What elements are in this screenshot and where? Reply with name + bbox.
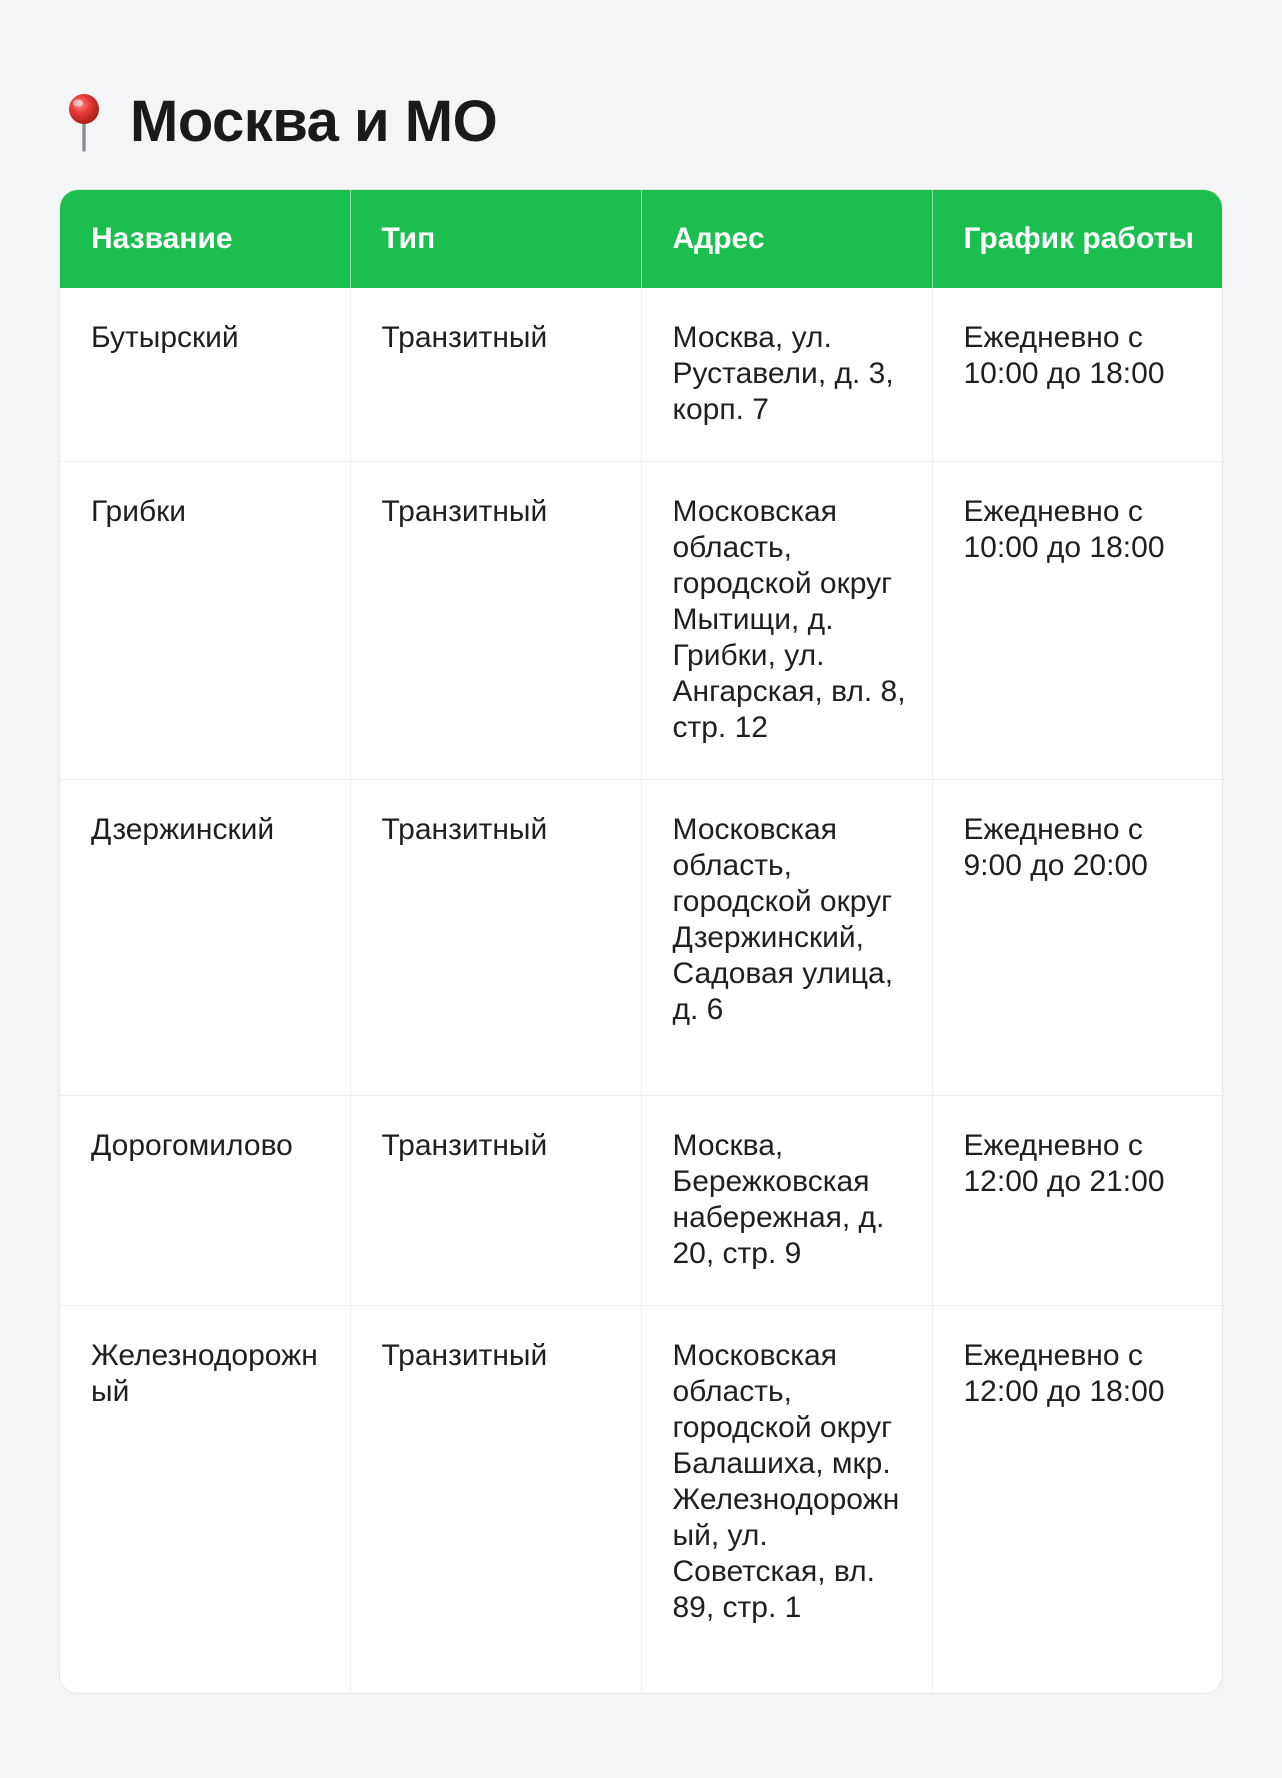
pushpin-icon [62,92,106,152]
column-header-schedule: График работы [932,190,1222,288]
cell-address: Московская область, городской округ Мытищи, д. Грибки, ул. Ангарская, вл. 8, стр. 12 [641,462,932,780]
column-header-name: Название [60,190,350,288]
cell-address: Москва, ул. Руставели, д. 3, корп. 7 [641,288,932,462]
table-row [60,1306,1222,1693]
cell-type: Транзитный [350,462,641,780]
cell-name: Железнодорожный [60,1306,350,1693]
cell-type: Транзитный [350,1306,641,1693]
cell-schedule: Ежедневно с 10:00 до 18:00 [963,321,1165,390]
page-title: Москва и МО [130,89,498,154]
table-row [60,780,1222,1096]
column-header-address: Адрес [641,190,932,288]
cell-address: Москва, Бережковская набережная, д. 20, стр. 9 [641,1096,932,1306]
cell-address: Московская область, городской округ Балашиха, мкр. Железнодорожный, ул. Советская, вл. 89, стр. 1 [641,1306,932,1693]
cell-type: Транзитный [350,780,641,1096]
cell-schedule: Ежедневно с 12:00 до 18:00 [932,1306,1222,1693]
cell-name: Грибки [60,462,350,780]
cell-type: Транзитный [350,288,641,462]
cell-address: Московская область, городской округ Дзержинский, Садовая улица, д. 6 [641,780,932,1096]
cell-name: Дорогомилово [60,1096,350,1306]
table-row [60,288,1222,462]
cell-type: Транзитный [350,1096,641,1306]
table-header-row [60,190,1222,288]
pickup-points-table [60,190,1222,1693]
table-body [60,288,1222,1693]
cell-schedule: Ежедневно с 9:00 до 20:00 [932,780,1222,1096]
cell-schedule: Ежедневно с 12:00 до 21:00 [932,1096,1222,1306]
table-row [60,462,1222,780]
table-row [60,1096,1222,1306]
cell-name: Дзержинский [60,780,350,1096]
cell-schedule: Ежедневно с 10:00 до 18:00 [932,462,1222,780]
page-header [62,82,497,162]
column-header-type: Тип [350,190,641,288]
cell-name: Бутырский [60,288,350,462]
table-header [60,190,1222,288]
